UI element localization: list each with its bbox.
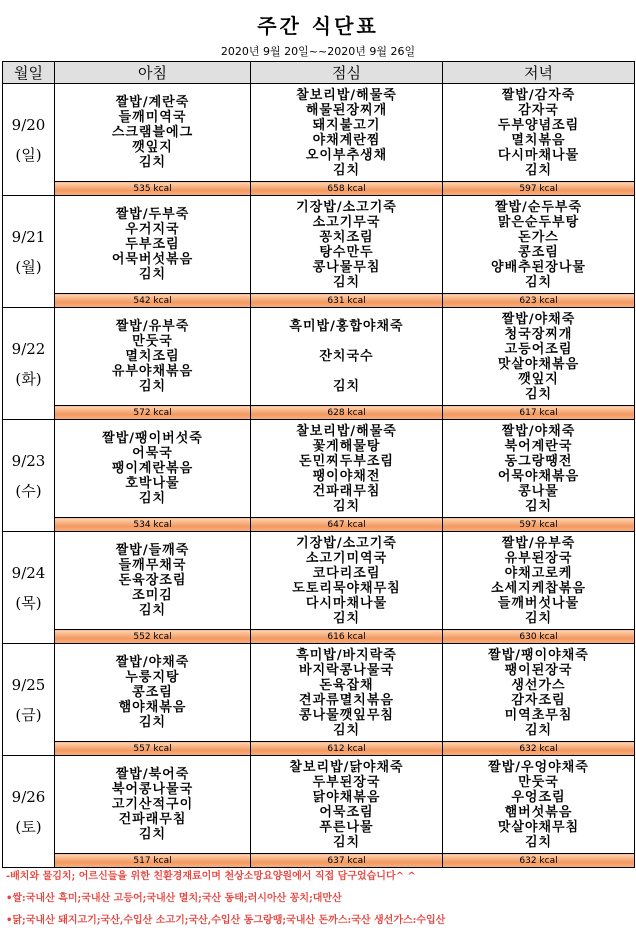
day-cell <box>3 532 55 644</box>
menu-item: 돈육잡채 <box>319 677 374 693</box>
menu-item: 꽁치조림 <box>319 229 374 245</box>
kcal-row <box>3 406 635 420</box>
menu-item: 찰보리밥/닭야채죽 <box>289 759 404 775</box>
header-dinner: 저녁 <box>443 62 635 84</box>
menu-item: 동그랑땡전 <box>504 453 573 469</box>
menu-item: 닭야채볶음 <box>312 789 381 805</box>
menu-item: 짤밥/야채죽 <box>501 311 576 327</box>
menu-items <box>251 319 442 394</box>
menu-item: 건파래무침 <box>118 812 187 827</box>
menu-item: 김치 <box>524 386 553 402</box>
menu-item: 다시마채나물 <box>305 595 388 611</box>
menu-item: 돈민찌두부조림 <box>299 453 394 469</box>
menu-item: 김치 <box>138 155 167 170</box>
day-row <box>3 196 635 294</box>
day-weekday: (일) <box>15 145 42 164</box>
menu-item: 짤밥/들깨죽 <box>115 543 190 558</box>
menu-item: 스크램블에그 <box>111 125 194 140</box>
menu-item: 짤밥/야채죽 <box>115 655 190 670</box>
menu-item: 두부조림 <box>125 237 180 252</box>
day-weekday: (토) <box>15 817 42 836</box>
menu-item: 호박나물 <box>125 476 180 491</box>
menu-item: 조미김 <box>132 588 173 603</box>
lunch-menu-cell <box>251 756 443 854</box>
menu-items <box>251 424 442 514</box>
menu-item: 맛살야채볶음 <box>497 356 580 372</box>
menu-items <box>251 760 442 850</box>
menu-item: 흑미밥/바지락죽 <box>296 647 397 663</box>
menu-item: 미역초무침 <box>504 707 573 723</box>
menu-item: 짤밥/두부죽 <box>115 207 190 222</box>
menu-item: 김치 <box>138 603 167 618</box>
kcal-row <box>3 518 635 532</box>
footer-note-origin-1: •쌀:국내산 흑미;국내산 고등어;국내산 멸치;국산 동태;러시아산 꽁치;대만산 <box>6 893 342 904</box>
breakfast-menu-cell <box>55 644 251 742</box>
menu-period: 2020년 9월 20일~~2020년 9월 26일 <box>220 45 416 58</box>
menu-items <box>251 88 442 178</box>
dinner-kcal: 623 kcal <box>443 294 635 308</box>
dinner-menu-cell <box>443 196 635 294</box>
menu-items <box>443 424 634 514</box>
menu-item: 해물된장찌개 <box>305 102 388 118</box>
day-weekday: (금) <box>15 705 42 724</box>
menu-item: 들깨미역국 <box>118 110 187 125</box>
breakfast-kcal: 534 kcal <box>55 518 251 532</box>
dinner-menu-cell <box>443 644 635 742</box>
header-day: 월일 <box>3 62 55 84</box>
menu-item: 고기산적구이 <box>111 797 194 812</box>
menu-item: 햄야채볶음 <box>118 700 187 715</box>
breakfast-menu-cell <box>55 196 251 294</box>
menu-items <box>55 655 250 730</box>
menu-items <box>251 536 442 626</box>
day-date: 9/22 <box>11 339 46 358</box>
kcal-row <box>3 742 635 756</box>
menu-item: 잔치국수 <box>319 349 374 364</box>
menu-item: 짤밥/감자죽 <box>501 87 576 103</box>
menu-item: 팽이된장국 <box>504 662 573 678</box>
menu-items <box>443 648 634 738</box>
day-weekday: (월) <box>15 257 42 276</box>
lunch-menu-cell <box>251 532 443 630</box>
lunch-kcal: 637 kcal <box>251 854 443 868</box>
footer-note-kimchi: -배치와 물김치; 어르신들을 위한 친환경재료이며 천상소망요양원에서 직접 담구었습니다^ ^ <box>6 871 416 882</box>
day-date: 9/20 <box>11 115 46 134</box>
kcal-row <box>3 294 635 308</box>
menu-item: 김치 <box>138 267 167 282</box>
day-date: 9/24 <box>11 563 46 582</box>
day-row <box>3 532 635 630</box>
menu-item: 짤밥/북어죽 <box>115 767 190 782</box>
menu-item: 유부된장국 <box>504 550 573 566</box>
menu-item: 만둣국 <box>132 334 173 349</box>
menu-item: 꽃게해물탕 <box>312 438 381 454</box>
menu-items <box>55 95 250 170</box>
menu-item: 김치 <box>524 498 553 514</box>
menu-item: 김치 <box>332 610 361 626</box>
menu-item: 짤밥/야채죽 <box>501 423 576 439</box>
menu-item: 흑미밥/홍합야채죽 <box>289 319 404 334</box>
lunch-menu-cell <box>251 84 443 182</box>
weekly-menu-table <box>2 61 635 868</box>
menu-item: 햄버섯볶음 <box>504 804 573 820</box>
menu-item: 감자조림 <box>511 692 566 708</box>
menu-items <box>55 207 250 282</box>
menu-item: 소고기무국 <box>312 214 381 230</box>
dinner-kcal: 617 kcal <box>443 406 635 420</box>
menu-item: 누룽지탕 <box>125 670 180 685</box>
lunch-kcal: 647 kcal <box>251 518 443 532</box>
menu-item: 콩나물 <box>518 483 559 499</box>
menu-item: 김치 <box>524 834 553 850</box>
menu-item: 김치 <box>524 162 553 178</box>
kcal-row <box>3 630 635 644</box>
menu-item: 감자국 <box>518 102 559 118</box>
menu-items <box>443 88 634 178</box>
menu-item: 소세지케찹볶음 <box>491 580 586 596</box>
menu-item: 바지락콩나물국 <box>299 662 394 678</box>
day-cell <box>3 420 55 532</box>
day-row <box>3 756 635 854</box>
day-row <box>3 644 635 742</box>
dinner-kcal: 630 kcal <box>443 630 635 644</box>
header-lunch: 점심 <box>251 62 443 84</box>
footer-note-origin-2: •닭;국내산 돼지고기;국산,수입산 소고기;국산,수입산 동그랑땡;국내산 돈까스:국산 생선가스:수입산 <box>6 915 446 926</box>
menu-item: 우거지국 <box>125 222 180 237</box>
menu-items <box>443 536 634 626</box>
menu-item: 도토리묵야채무침 <box>292 580 401 596</box>
menu-item: 야채고로케 <box>504 565 573 581</box>
day-date: 9/25 <box>11 675 46 694</box>
menu-items <box>55 431 250 506</box>
menu-item: 팽이계란볶음 <box>111 461 194 476</box>
dinner-menu-cell <box>443 420 635 518</box>
menu-item: 들깨버섯나물 <box>497 595 580 611</box>
day-weekday: (수) <box>15 481 42 500</box>
day-row <box>3 420 635 518</box>
dinner-kcal: 632 kcal <box>443 854 635 868</box>
kcal-row <box>3 182 635 196</box>
menu-item: 기장밥/소고기죽 <box>296 535 397 551</box>
menu-body <box>3 84 635 868</box>
day-cell <box>3 196 55 308</box>
menu-items <box>443 200 634 290</box>
menu-item: 탕수만두 <box>319 244 374 260</box>
menu-item: 우엉조림 <box>511 789 566 805</box>
menu-item: 맑은순두부탕 <box>497 214 580 230</box>
day-weekday: (목) <box>15 593 42 612</box>
day-cell <box>3 84 55 196</box>
menu-item: 소고기미역국 <box>305 550 388 566</box>
menu-item: 기장밥/소고기죽 <box>296 199 397 215</box>
menu-items <box>251 200 442 290</box>
breakfast-kcal: 542 kcal <box>55 294 251 308</box>
menu-item: 양배추된장나물 <box>491 259 586 275</box>
menu-item: 콩조림 <box>132 685 173 700</box>
menu-item: 돼지불고기 <box>312 117 381 133</box>
menu-item: 유부야채볶음 <box>111 364 194 379</box>
breakfast-kcal: 552 kcal <box>55 630 251 644</box>
menu-item: 짤밥/유부죽 <box>115 319 190 334</box>
day-date: 9/21 <box>11 227 46 246</box>
menu-item: 야채계란찜 <box>312 132 381 148</box>
menu-items <box>55 543 250 618</box>
menu-item: 김치 <box>332 722 361 738</box>
day-cell <box>3 644 55 756</box>
menu-item: 돈가스 <box>518 229 559 245</box>
menu-items <box>443 312 634 402</box>
dinner-kcal: 597 kcal <box>443 518 635 532</box>
menu-item: 짤밥/계란죽 <box>115 95 190 110</box>
menu-item: 콩나물무침 <box>312 259 381 275</box>
dinner-kcal: 632 kcal <box>443 742 635 756</box>
dinner-kcal: 597 kcal <box>443 182 635 196</box>
menu-item: 다시마채나물 <box>497 147 580 163</box>
header-breakfast: 아침 <box>55 62 251 84</box>
header-row <box>3 62 635 84</box>
menu-item: 코다리조림 <box>312 565 381 581</box>
menu-item: 두부된장국 <box>312 774 381 790</box>
menu-item: 찰보리밥/해물죽 <box>296 423 397 439</box>
menu-item: 김치 <box>524 274 553 290</box>
menu-items <box>55 767 250 842</box>
lunch-menu-cell <box>251 308 443 406</box>
menu-item: 깻잎지 <box>132 140 173 155</box>
breakfast-menu-cell <box>55 532 251 630</box>
menu-item: 멸치볶음 <box>511 132 566 148</box>
lunch-menu-cell <box>251 196 443 294</box>
menu-item: 김치 <box>524 722 553 738</box>
breakfast-menu-cell <box>55 84 251 182</box>
breakfast-menu-cell <box>55 420 251 518</box>
menu-item: 들깨무채국 <box>118 558 187 573</box>
menu-item <box>251 334 442 349</box>
dinner-menu-cell <box>443 308 635 406</box>
menu-item: 팽이야채전 <box>312 468 381 484</box>
day-weekday: (화) <box>15 369 42 388</box>
menu-item: 푸른나물 <box>319 819 374 835</box>
menu-item: 고등어조림 <box>504 341 573 357</box>
dinner-menu-cell <box>443 532 635 630</box>
breakfast-kcal: 557 kcal <box>55 742 251 756</box>
menu-item: 김치 <box>138 491 167 506</box>
footer-notes <box>6 868 632 934</box>
menu-item: 청국장찌개 <box>504 326 573 342</box>
lunch-kcal: 616 kcal <box>251 630 443 644</box>
lunch-kcal: 628 kcal <box>251 406 443 420</box>
menu-items <box>55 319 250 394</box>
menu-item: 북어계란국 <box>504 438 573 454</box>
menu-item: 짤밥/팽이버섯죽 <box>102 431 203 446</box>
menu-item: 견과류멸치볶음 <box>299 692 394 708</box>
menu-item: 김치 <box>138 379 167 394</box>
day-row <box>3 308 635 406</box>
menu-item: 김치 <box>332 379 361 394</box>
breakfast-menu-cell <box>55 308 251 406</box>
menu-item: 김치 <box>332 498 361 514</box>
menu-item <box>251 364 442 379</box>
breakfast-menu-cell <box>55 756 251 854</box>
breakfast-kcal: 572 kcal <box>55 406 251 420</box>
lunch-menu-cell <box>251 644 443 742</box>
menu-item: 어묵국 <box>132 446 173 461</box>
kcal-row <box>3 854 635 868</box>
menu-item: 김치 <box>138 715 167 730</box>
menu-item: 생선가스 <box>511 677 566 693</box>
menu-item: 짤밥/순두부죽 <box>494 199 583 215</box>
page-title: 주간 식단표 <box>257 14 379 38</box>
dinner-menu-cell <box>443 84 635 182</box>
lunch-kcal: 631 kcal <box>251 294 443 308</box>
lunch-kcal: 612 kcal <box>251 742 443 756</box>
day-cell <box>3 756 55 868</box>
breakfast-kcal: 535 kcal <box>55 182 251 196</box>
menu-item: 만둣국 <box>518 774 559 790</box>
menu-item: 두부양념조림 <box>497 117 580 133</box>
menu-item: 멸치조림 <box>125 349 180 364</box>
menu-item: 오이부추생채 <box>305 147 388 163</box>
menu-item: 북어콩나물국 <box>111 782 194 797</box>
menu-item: 콩조림 <box>518 244 559 260</box>
menu-item: 찰보리밥/해물죽 <box>296 87 397 103</box>
menu-item: 김치 <box>332 274 361 290</box>
menu-item: 맛살야채무침 <box>497 819 580 835</box>
day-date: 9/23 <box>11 451 46 470</box>
day-row <box>3 84 635 182</box>
day-cell <box>3 308 55 420</box>
menu-item: 김치 <box>138 827 167 842</box>
menu-item: 건파래무침 <box>312 483 381 499</box>
lunch-menu-cell <box>251 420 443 518</box>
menu-item: 짤밥/유부죽 <box>501 535 576 551</box>
menu-items <box>443 760 634 850</box>
menu-item: 김치 <box>332 162 361 178</box>
menu-item: 어묵버섯볶음 <box>111 252 194 267</box>
menu-item: 김치 <box>524 610 553 626</box>
dinner-menu-cell <box>443 756 635 854</box>
menu-item: 어묵야채볶음 <box>497 468 580 484</box>
menu-item: 짤밥/우엉야채죽 <box>488 759 589 775</box>
menu-items <box>251 648 442 738</box>
menu-item: 짤밥/팽이야채죽 <box>488 647 589 663</box>
menu-item: 깻잎지 <box>518 371 559 387</box>
menu-item: 김치 <box>332 834 361 850</box>
lunch-kcal: 658 kcal <box>251 182 443 196</box>
menu-item: 어묵조림 <box>319 804 374 820</box>
day-date: 9/26 <box>11 787 46 806</box>
menu-item: 콩나물깻잎무침 <box>299 707 394 723</box>
menu-item: 돈육장조림 <box>118 573 187 588</box>
breakfast-kcal: 517 kcal <box>55 854 251 868</box>
